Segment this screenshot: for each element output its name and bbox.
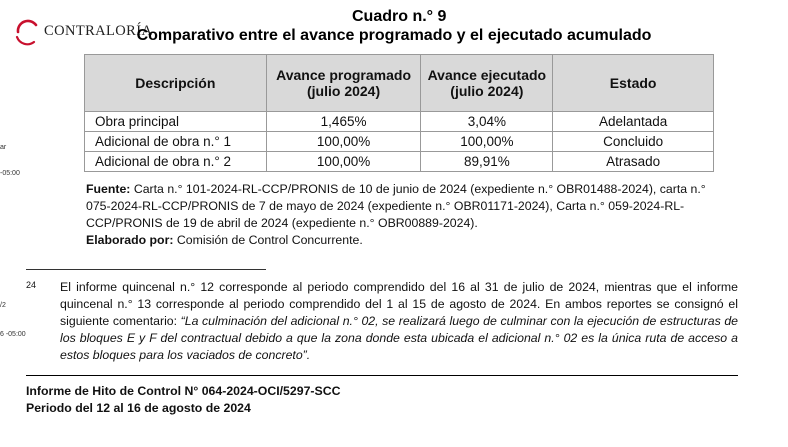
cell-status: Concluido [553, 132, 714, 152]
table-row [85, 132, 714, 152]
footnote-quote: “La culminación del adicional n.° 02, se realizará luego de culminar con la ejecución de estructuras de los bloques E y F del contractual debido a que la zona donde esta ubicada el adicional n.° 02 es la única ruta de acceso a estos bloques para los vaciados de concreto”. [60, 314, 739, 362]
footer-report-id: Informe de Hito de Control N° 064-2024-OCI/5297-SCC [26, 384, 341, 398]
table-number-text: Cuadro n.° 9 [352, 8, 447, 25]
cell-status: Atrasado [553, 152, 714, 172]
header-programmed: Avance programado (julio 2024) [266, 55, 421, 112]
table-row [85, 152, 714, 172]
cell-description: Adicional de obra n.° 2 [85, 152, 267, 172]
margin-fragment: -05:00 [0, 170, 20, 177]
footnote-body: El informe quincenal n.° 12 corresponde al periodo comprendido del 16 al 31 de julio de 2024, mientras que el informe quincenal n.° 13 corresponde al periodo comprendido del 1 al 15 de agosto de 2024. En ambos reportes se consignó el siguiente comentario: [60, 280, 738, 328]
cell-status: Adelantada [553, 112, 714, 132]
table-caption [0, 27, 788, 45]
footnote-divider [26, 269, 266, 270]
footer-period: Periodo del 12 al 16 de agosto de 2024 [26, 401, 251, 415]
cell-executed: 89,91% [421, 152, 553, 172]
footnote-number: 24 [26, 280, 37, 290]
cell-programmed: 1,465% [266, 112, 421, 132]
logo-text: CONTRALORÍA [44, 23, 153, 39]
header-description: Descripción [85, 55, 267, 112]
cell-executed: 100,00% [421, 132, 553, 152]
prepared-by-label: Elaborado por: [86, 233, 174, 247]
cell-description: Adicional de obra n.° 1 [85, 132, 267, 152]
cell-executed: 3,04% [421, 112, 553, 132]
header-status: Estado [553, 55, 714, 112]
source-label: Fuente: [86, 182, 131, 196]
table-caption-text: Comparativo entre el avance programado y el ejecutado acumulado [136, 27, 652, 44]
table-header-row [85, 55, 714, 112]
cell-description: Obra principal [85, 112, 267, 132]
footnote-text [60, 279, 738, 364]
table-source-note [86, 181, 714, 249]
source-text: Carta n.° 101-2024-RL-CCP/PRONIS de 10 de junio de 2024 (expediente n.° OBR01488-2024), carta n.° 075-2024-RL-CCP/PRONIS de 7 de mayo de 2024 (expediente n.° OBR01171-2024), Carta n.° 059-2024-RL-CCP/PRONIS de 19 de abril de 2024 (expediente n.° OBR00889-2024). [86, 182, 706, 230]
table-row [85, 112, 714, 132]
margin-fragment: 6 -05:00 [0, 331, 26, 338]
cell-programmed: 100,00% [266, 152, 421, 172]
cell-programmed: 100,00% [266, 132, 421, 152]
prepared-by-text: Comisión de Control Concurrente. [176, 233, 363, 247]
comparison-table [84, 54, 714, 172]
margin-fragment: ar [0, 144, 7, 151]
footer-divider [26, 375, 738, 376]
margin-fragment: /2 [0, 302, 6, 309]
header-executed: Avance ejecutado (julio 2024) [421, 55, 553, 112]
